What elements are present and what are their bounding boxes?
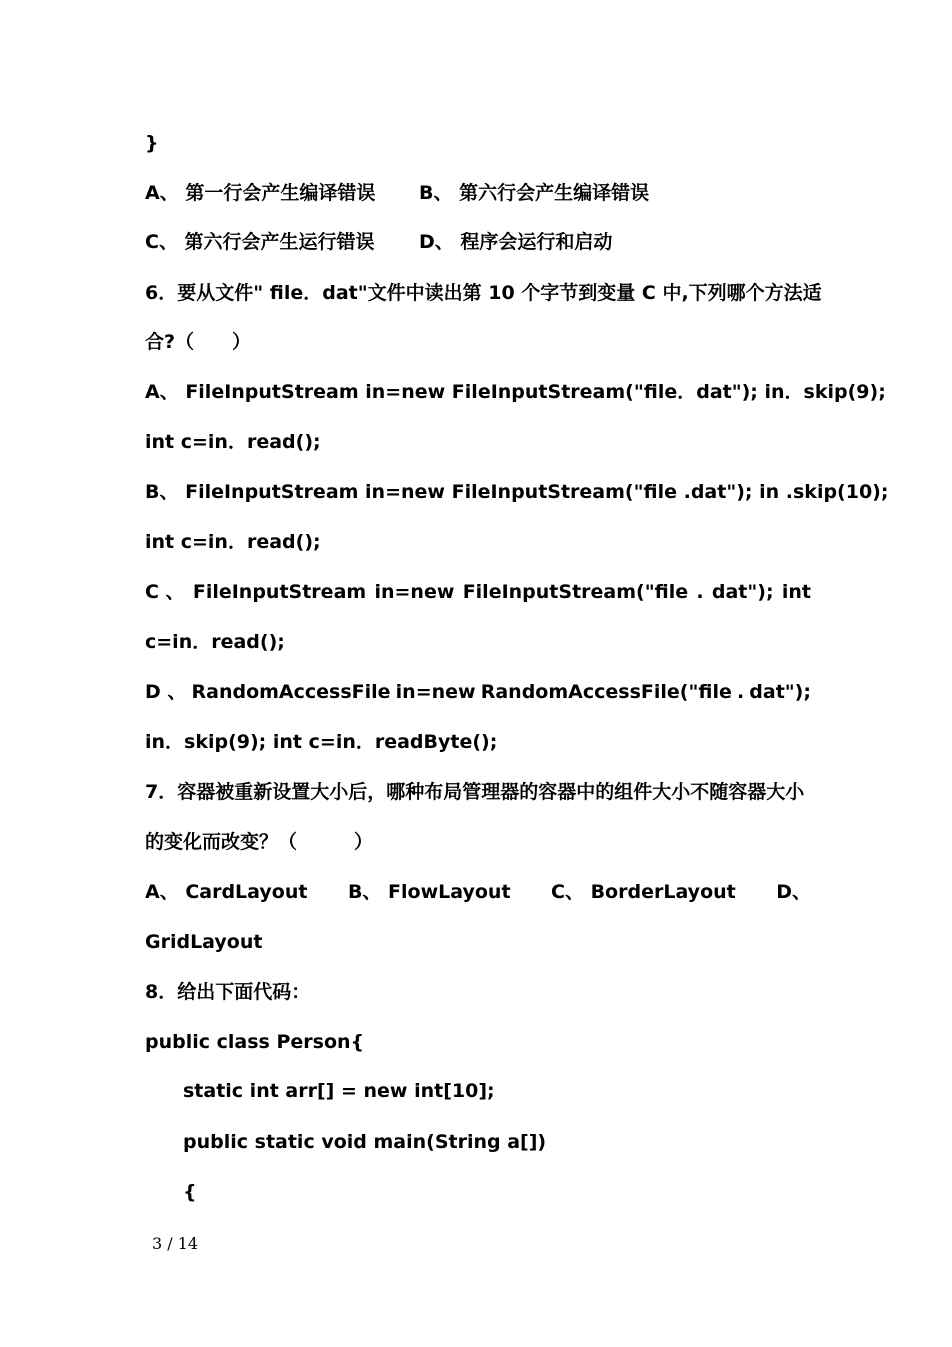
code-line: static int arr[] = new int[10];	[183, 1080, 495, 1102]
q7-question-cont: 的变化而改变？（ ）	[145, 831, 374, 853]
code-line: public static void main(String a[])	[183, 1131, 547, 1153]
q7-option-c: C、 BorderLayout	[551, 881, 736, 903]
q5-option-c: C、 第六行会产生运行错误	[145, 231, 375, 253]
q5-option-d: D、 程序会运行和启动	[419, 231, 613, 253]
q5-options-row2	[145, 230, 811, 254]
q5-options-row1	[145, 181, 811, 205]
page-number: 3 / 14	[152, 1234, 199, 1253]
q5-option-b: B、 第六行会产生编译错误	[419, 182, 650, 204]
q6-question: 6．要从文件" file．dat"文件中读出第 10 个字节到变量 C 中,下列哪个方法适	[145, 282, 822, 304]
q7-question: 7．容器被重新设置大小后，哪种布局管理器的容器中的组件大小不随容器大小	[145, 781, 805, 803]
q6-option-d-word: dat");	[749, 681, 811, 703]
q6-option-c-word: .	[696, 581, 704, 603]
q6-option-c-cont: c=in．read();	[145, 631, 285, 653]
q7-option-b: B、 FlowLayout	[347, 881, 511, 903]
q6-option-d-word: .	[736, 681, 745, 703]
q7-options	[145, 880, 811, 904]
q6-option-d	[145, 680, 811, 704]
q7-option-a: A、 CardLayout	[145, 881, 308, 903]
q6-option-d-word: RandomAccessFile("file	[480, 681, 732, 703]
q6-option-b: B、 FileInputStream in=new FileInputStream("file .dat"); in .skip(10);	[145, 481, 889, 503]
q5-option-a: A、 第一行会产生编译错误	[145, 182, 376, 204]
q6-option-b-cont: int c=in．read();	[145, 531, 321, 553]
q6-option-c-word: int	[781, 581, 811, 603]
q6-option-a-cont: int c=in．read();	[145, 431, 321, 453]
q6-option-c	[145, 580, 811, 604]
closing-brace: }	[145, 132, 159, 154]
code-line: public class Person{	[145, 1031, 365, 1053]
q6-option-c-word: C 、	[145, 581, 185, 603]
code-line: {	[183, 1181, 197, 1203]
q6-option-c-word: FileInputStream	[192, 581, 367, 603]
q7-option-d-cont: GridLayout	[145, 931, 263, 953]
q6-option-a: A、 FileInputStream in=new FileInputStream("file．dat"); in．skip(9);	[145, 381, 886, 403]
q6-option-d-word: D 、	[145, 681, 187, 703]
q6-question-cont: 合?（ ）	[145, 331, 252, 353]
q6-option-c-word: dat");	[711, 581, 774, 603]
q6-option-c-word: in=new	[374, 581, 455, 603]
q8-question: 8．给出下面代码：	[145, 981, 311, 1003]
q6-option-d-word: RandomAccessFile	[191, 681, 391, 703]
q6-option-c-word: FileInputStream("file	[462, 581, 689, 603]
q6-option-d-word: in=new	[395, 681, 476, 703]
q6-option-d-cont: in．skip(9); int c=in．readByte();	[145, 731, 498, 753]
q7-option-d: D、	[776, 881, 811, 903]
